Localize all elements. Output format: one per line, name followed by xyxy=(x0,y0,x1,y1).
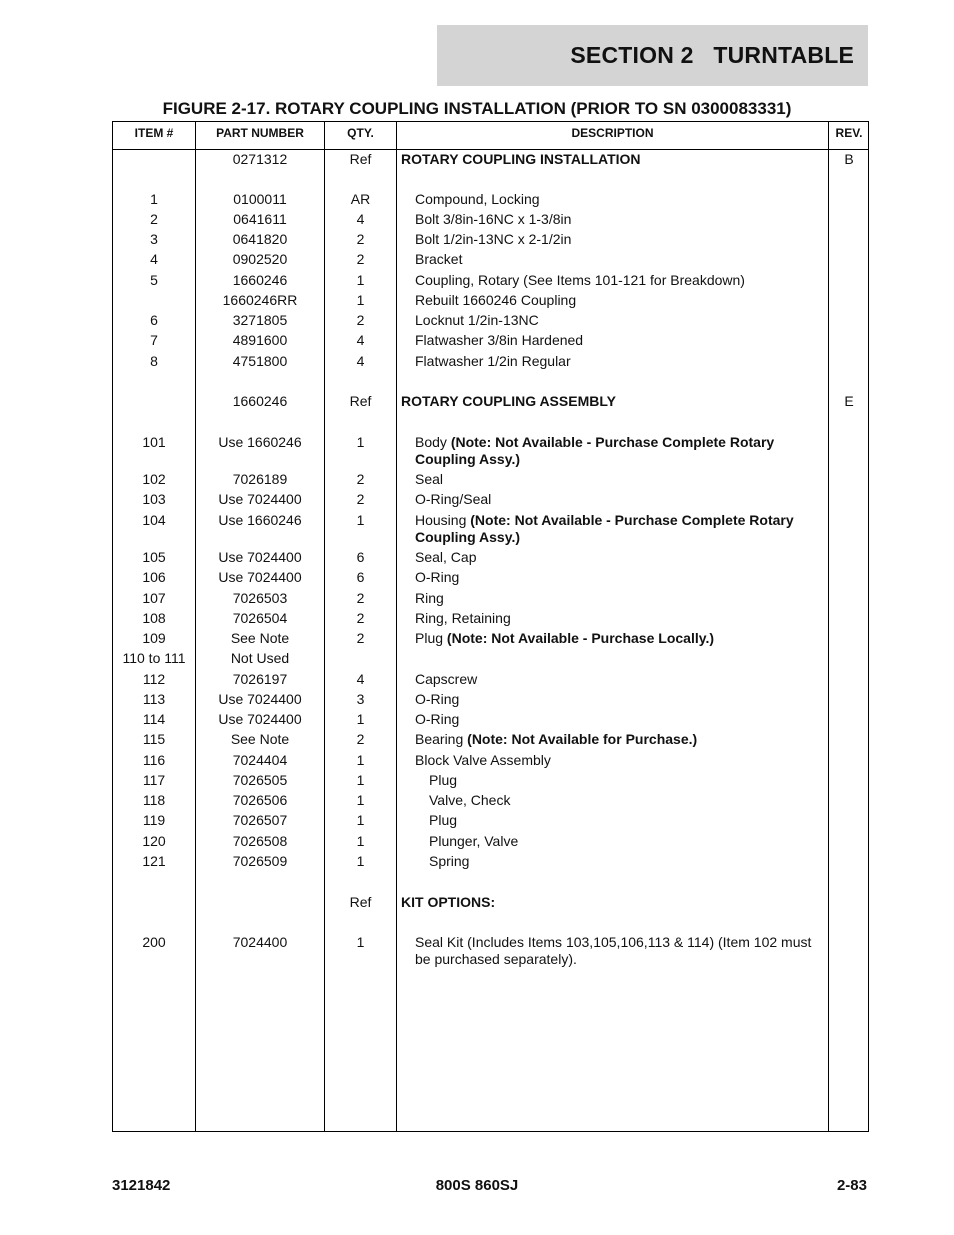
qty-cell: AR xyxy=(350,191,371,207)
description-text: Valve, Check xyxy=(429,792,511,808)
availability-note: (Note: Not Available for Purchase.) xyxy=(467,731,698,747)
item-number-cell: 106 xyxy=(142,569,166,585)
description-text: Coupling, Rotary (See Items 101-121 for Breakdown) xyxy=(415,272,745,288)
part-number-cell: 0902520 xyxy=(232,251,288,267)
item-number-cell: 3 xyxy=(150,231,158,247)
revision-cell: B xyxy=(844,151,854,167)
description-text: Bolt 1/2in-13NC x 2-1/2in xyxy=(415,231,572,247)
qty-cell: 2 xyxy=(356,731,365,747)
description-cell xyxy=(415,671,826,688)
description-text: Ring xyxy=(415,590,444,606)
availability-note: (Note: Not Available - Purchase Complete Rotary Coupling Assy.) xyxy=(415,434,775,467)
description-cell xyxy=(415,292,826,309)
description-cell xyxy=(429,792,826,809)
qty-cell: 2 xyxy=(356,312,365,328)
description-cell xyxy=(415,691,826,708)
description-cell xyxy=(401,894,826,911)
part-number-cell: 0641611 xyxy=(233,211,287,227)
description-text: Ring, Retaining xyxy=(415,610,511,626)
description-cell xyxy=(415,471,826,488)
figure-title: FIGURE 2-17. ROTARY COUPLING INSTALLATION (PRIOR TO SN 0300083331) xyxy=(162,99,792,118)
description-text: Plug xyxy=(429,772,458,788)
description-text: ROTARY COUPLING ASSEMBLY xyxy=(401,393,616,409)
item-number-cell: 104 xyxy=(142,512,166,528)
col-header-part-number: PART NUMBER xyxy=(216,126,304,140)
part-number-cell: 7026505 xyxy=(232,772,288,788)
description-text: Rebuilt 1660246 Coupling xyxy=(415,292,577,308)
description-cell xyxy=(415,191,826,208)
description-cell xyxy=(415,512,826,546)
description-text: O-Ring xyxy=(415,691,460,707)
description-cell xyxy=(415,231,826,248)
part-number-cell: 7026506 xyxy=(232,792,288,808)
qty-cell: 1 xyxy=(356,812,365,828)
item-number-cell: 112 xyxy=(142,671,166,687)
description-text: Flatwasher 3/8in Hardened xyxy=(415,332,584,348)
item-number-cell: 113 xyxy=(142,691,166,707)
part-number-cell: 1660246 xyxy=(232,272,288,288)
qty-cell: 2 xyxy=(356,231,365,247)
item-number-cell: 101 xyxy=(142,434,166,450)
item-number-cell: 7 xyxy=(150,332,158,348)
revision-cell: E xyxy=(844,393,854,409)
item-number-cell: 110 to 111 xyxy=(122,650,186,666)
description-cell xyxy=(415,752,826,769)
item-number-cell: 5 xyxy=(150,272,158,288)
col-header-description: DESCRIPTION xyxy=(571,126,654,140)
description-text: Capscrew xyxy=(415,671,478,687)
item-number-cell: 102 xyxy=(142,471,166,487)
part-number-cell: 7026509 xyxy=(232,853,288,869)
item-number-cell: 6 xyxy=(150,312,158,328)
item-number-cell: 2 xyxy=(150,211,158,227)
item-number-cell: 117 xyxy=(142,772,166,788)
description-cell xyxy=(429,772,826,789)
description-text: ROTARY COUPLING INSTALLATION xyxy=(401,151,641,167)
description-text: Bolt 3/8in-16NC x 1-3/8in xyxy=(415,211,572,227)
description-text: Block Valve Assembly xyxy=(415,752,551,768)
item-number-cell: 105 xyxy=(142,549,166,565)
description-text: Housing xyxy=(415,512,467,528)
part-number-cell: 1660246RR xyxy=(222,292,298,308)
description-cell xyxy=(401,151,826,168)
part-number-cell: 7026197 xyxy=(232,671,288,687)
qty-cell: 1 xyxy=(356,711,365,727)
item-number-cell: 1 xyxy=(150,191,158,207)
description-text: O-Ring/Seal xyxy=(415,491,492,507)
qty-cell: 6 xyxy=(356,549,365,565)
description-cell xyxy=(415,312,826,329)
description-text: Seal, Cap xyxy=(415,549,477,565)
part-number-cell: Use 1660246 xyxy=(218,434,302,450)
description-text: Plunger, Valve xyxy=(429,833,519,849)
col-header-rev: REV. xyxy=(835,126,863,140)
description-text: Locknut 1/2in-13NC xyxy=(415,312,539,328)
description-cell xyxy=(415,569,826,586)
qty-cell: 1 xyxy=(356,934,365,950)
description-text: Spring xyxy=(429,853,470,869)
qty-cell: Ref xyxy=(349,393,372,409)
description-cell xyxy=(415,934,826,968)
part-number-cell: Use 7024400 xyxy=(218,549,302,565)
col-header-item: ITEM # xyxy=(134,126,174,140)
description-cell xyxy=(415,549,826,566)
description-cell xyxy=(415,590,826,607)
qty-cell: 1 xyxy=(356,434,365,450)
part-number-cell: 0641820 xyxy=(232,231,288,247)
qty-cell: 1 xyxy=(356,853,365,869)
description-text: Bracket xyxy=(415,251,463,267)
item-number-cell: 115 xyxy=(142,731,166,747)
description-text: Plug xyxy=(415,630,444,646)
description-text: Compound, Locking xyxy=(415,191,540,207)
qty-cell: 2 xyxy=(356,491,365,507)
description-cell xyxy=(415,211,826,228)
description-text: Bearing xyxy=(415,731,464,747)
item-number-cell: 103 xyxy=(142,491,166,507)
item-number-cell: 200 xyxy=(142,934,166,950)
item-number-cell: 4 xyxy=(150,251,158,267)
column-divider xyxy=(396,122,397,1131)
part-number-cell: 7026508 xyxy=(232,833,288,849)
description-cell xyxy=(415,630,826,647)
item-number-cell: 121 xyxy=(142,853,166,869)
item-number-cell: 120 xyxy=(142,833,166,849)
description-cell xyxy=(401,393,826,410)
qty-cell: 1 xyxy=(356,272,365,288)
item-number-cell: 107 xyxy=(142,590,166,606)
item-number-cell: 114 xyxy=(142,711,166,727)
part-number-cell: 0271312 xyxy=(232,151,288,167)
description-text: Plug xyxy=(429,812,458,828)
qty-cell: 1 xyxy=(356,292,365,308)
description-cell xyxy=(415,711,826,728)
part-number-cell: See Note xyxy=(230,731,290,747)
table-header xyxy=(113,122,868,150)
section-title: SECTION 2 TURNTABLE xyxy=(570,42,854,68)
description-cell xyxy=(429,812,826,829)
description-cell xyxy=(415,434,826,468)
description-cell xyxy=(415,332,826,349)
part-number-cell: See Note xyxy=(230,630,290,646)
qty-cell: 1 xyxy=(356,512,365,528)
qty-cell: 2 xyxy=(356,590,365,606)
description-text: Seal xyxy=(415,471,444,487)
description-text: O-Ring xyxy=(415,711,460,727)
qty-cell: Ref xyxy=(349,894,372,910)
qty-cell: 2 xyxy=(356,610,365,626)
col-header-qty: QTY. xyxy=(347,126,374,140)
qty-cell: 2 xyxy=(356,630,365,646)
part-number-cell: 1660246 xyxy=(232,393,288,409)
availability-note: (Note: Not Available - Purchase Complete Rotary Coupling Assy.) xyxy=(415,512,794,545)
part-number-cell: 7026503 xyxy=(232,590,288,606)
item-number-cell: 108 xyxy=(142,610,166,626)
qty-cell: 4 xyxy=(356,671,365,687)
part-number-cell: Use 7024400 xyxy=(218,691,302,707)
qty-cell: 1 xyxy=(356,752,365,768)
qty-cell: 1 xyxy=(356,833,365,849)
description-cell xyxy=(415,731,826,748)
part-number-cell: Use 1660246 xyxy=(218,512,302,528)
part-number-cell: 7026504 xyxy=(232,610,288,626)
qty-cell: 3 xyxy=(356,691,365,707)
description-text: KIT OPTIONS: xyxy=(401,894,496,910)
section-header xyxy=(437,25,868,86)
part-number-cell: 0100011 xyxy=(233,191,287,207)
part-number-cell: Use 7024400 xyxy=(218,491,302,507)
part-number-cell: Use 7024400 xyxy=(218,711,302,727)
part-number-cell: Not Used xyxy=(230,650,290,666)
qty-cell: 4 xyxy=(356,332,365,348)
parts-table xyxy=(112,121,869,1132)
footer-page-number: 2-83 xyxy=(836,1177,867,1194)
description-cell xyxy=(415,353,826,370)
qty-cell: 2 xyxy=(356,251,365,267)
part-number-cell: 4751800 xyxy=(232,353,288,369)
description-cell xyxy=(415,491,826,508)
part-number-cell: 7026189 xyxy=(232,471,288,487)
column-divider xyxy=(828,122,829,1131)
item-number-cell: 109 xyxy=(142,630,166,646)
qty-cell: Ref xyxy=(349,151,372,167)
qty-cell: 4 xyxy=(356,211,365,227)
part-number-cell: Use 7024400 xyxy=(218,569,302,585)
item-number-cell: 8 xyxy=(150,353,158,369)
description-text: Flatwasher 1/2in Regular xyxy=(415,353,571,369)
part-number-cell: 7024404 xyxy=(232,752,288,768)
item-number-cell: 118 xyxy=(142,792,166,808)
part-number-cell: 7024400 xyxy=(232,934,288,950)
description-cell xyxy=(429,833,826,850)
qty-cell: 1 xyxy=(356,792,365,808)
description-cell xyxy=(415,272,826,289)
footer-doc-number: 3121842 xyxy=(112,1177,171,1194)
availability-note: (Note: Not Available - Purchase Locally.) xyxy=(446,630,715,646)
part-number-cell: 3271805 xyxy=(232,312,288,328)
part-number-cell: 4891600 xyxy=(232,332,288,348)
description-cell xyxy=(429,853,826,870)
part-number-cell: 7026507 xyxy=(232,812,288,828)
qty-cell: 2 xyxy=(356,471,365,487)
description-text: Seal Kit (Includes Items 103,105,106,113 & 114) (Item 102 must be purchased separately). xyxy=(415,934,812,967)
description-cell xyxy=(415,251,826,268)
qty-cell: 4 xyxy=(356,353,365,369)
description-cell xyxy=(415,610,826,627)
qty-cell: 6 xyxy=(356,569,365,585)
item-number-cell: 116 xyxy=(142,752,166,768)
description-text: Body xyxy=(415,434,447,450)
footer-model: 800S 860SJ xyxy=(435,1177,519,1194)
description-text: O-Ring xyxy=(415,569,460,585)
qty-cell: 1 xyxy=(356,772,365,788)
item-number-cell: 119 xyxy=(142,812,166,828)
